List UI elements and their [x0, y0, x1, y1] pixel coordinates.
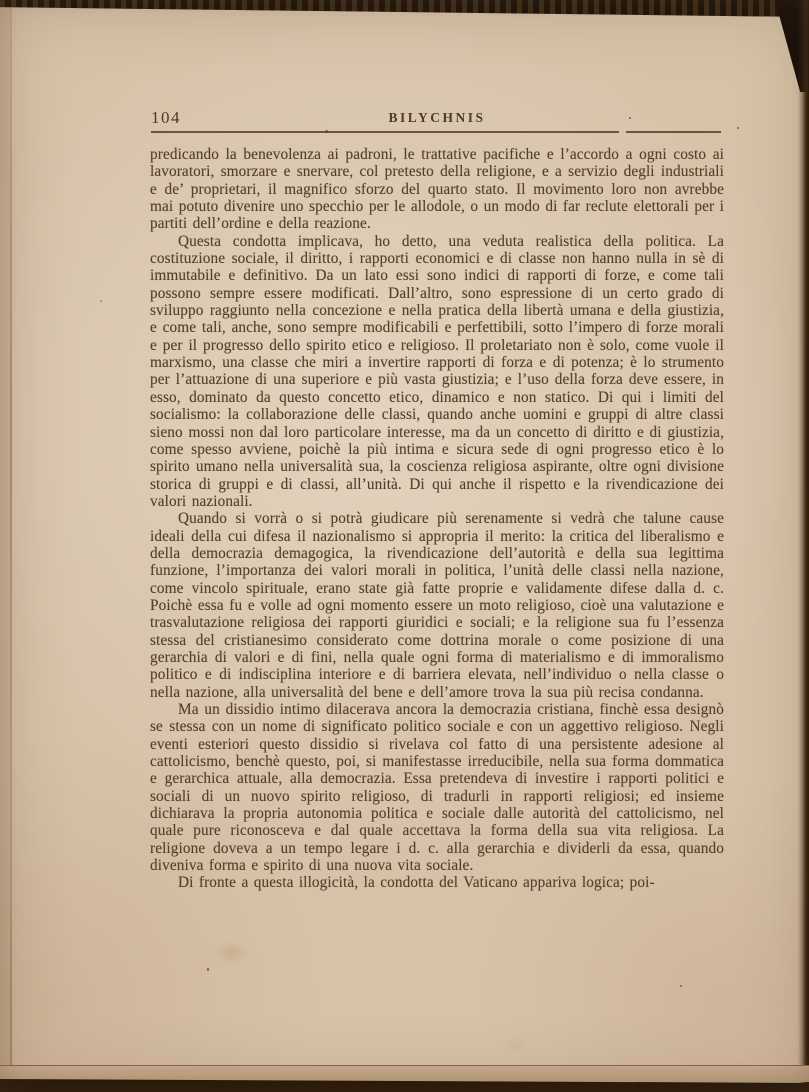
- paragraph: predicando la benevolenza ai padroni, le trattative pacifiche e l’accordo a ogni costo ai lavoratori, smorzare e snervare, col pretesto della religione, e a servizio degli industriali e de’ proprietari, il magnifico sforzo del quarto stato. Il movimento loro non avrebbe mai potuto divenire uno specchio per le allodole, o un modo di far reclute elettorali per i partiti dell’ordine e della reazione.: [150, 146, 724, 233]
- foxing-stain: [210, 938, 254, 968]
- paragraph: Di fronte a questa illogicità, la condotta del Vaticano appariva logica; poi-: [178, 874, 655, 892]
- paper-speck: [100, 300, 102, 302]
- page-body: [150, 146, 724, 892]
- paragraph: Quando si vorrà o si potrà giudicare più serenamente si vedrà che talune cause ideali della cui difesa il nazionalismo si appropria il merito: la critica del liberalismo e della democrazia demagogica, la rivendicazione dell’autorità e della sua legittima funzione, l’importanza dei valori morali in politica, l’unità delle classi nella nazione, come vincolo spirituale, erano state già fatte proprie e validamente difese dalla d. c. Poichè essa fu e volle ad ogni momento essere un moto religioso, cioè una valutazione e trasvalutazione religiosa dei rapporti giuridici e sociali; e la religione sua fu l’essenza stessa del cristianesimo considerato come dottrina morale o come posizione di una gerarchia di valori e di fini, nella quale ogni forma di materialismo e di immoralismo politico e di indisciplina interiore e di barriera elevata, nell’individuo o nella classe o nella nazione, alla universalità del bene e dell’amore trova la sua più recisa condanna.: [150, 510, 724, 701]
- header-rule-left: [151, 131, 619, 133]
- page-number: 104: [151, 108, 181, 127]
- paper-speck: [680, 985, 682, 987]
- paper-speck: [737, 127, 739, 129]
- paper-speck: [207, 968, 209, 971]
- underlying-page-edge-left: [0, 0, 10, 1092]
- foxing-stain: [500, 1035, 530, 1055]
- underlying-page-edge-bottom: [0, 1065, 809, 1082]
- page-header: [150, 103, 724, 131]
- paper-speck: [629, 117, 631, 119]
- paper-speck: [325, 130, 328, 133]
- paragraph: Ma un dissidio intimo dilacerava ancora la democrazia cristiana, finchè essa designò se stessa con un nome di significato politico sociale e con un aggettivo religioso. Negli eventi esteriori questo dissidio si rivelava col fatto di una persistente adesione al cattolicismo, benchè questo, poi, si manifestasse irreducibile, nella sua forma dommatica e gerarchica attuale, alla democrazia. Essa pretendeva di investire i rapporti politici e sociali di un nuovo spirito religioso, di tradurli in rapporti religiosi; ed insieme dichiarava la propria autonomia politica e sociale dalle autorità del cattolicismo, nel quale pure riconosceva e dal quale accettava la forma della sua vita religiosa. La religione doveva a un tempo legare i d. c. alla gerarchia e dividerli da essa, quando diveniva forma e spirito di una nuova vita sociale.: [150, 701, 724, 875]
- page-crease-left: [10, 0, 12, 1092]
- journal-title: BILYCHNIS: [388, 110, 486, 125]
- paragraph: Questa condotta implicava, ho detto, una veduta realistica della politica. La costituzione sociale, il diritto, i rapporti economici e di classe non hanno nulla in sè di immutabile e definitivo. Da un lato essi sono indici di rapporti di forze, e come tali possono sempre essere modificati. Dall’altro, sono espressione di un certo grado di sviluppo raggiunto nella concezione e nella pratica della libertà umana e della giustizia, e come tali, anche, sono sempre modificabili e perfettibili, sotto l’impero di forze morali e per il progresso dello spirito etico e religioso. Il proletariato non è solo, come vuole il marxismo, una classe che miri a invertire rapporti di forza e di potenza; è lo strumento per l’attuazione di una superiore e più vasta giustizia; e l’uso della forza deve essere, in esso, dominato da questo concetto etico, dinamico e non statico. Di qui i limiti del socialismo: la collaborazione delle classi, quando anche uomini e gruppi di altre classi sieno mossi non dal loro particolare interesse, ma da un concetto di diritto e di giustizia, come spesso avviene, poichè la più intima e sicura sede di ogni progresso etico è lo spirito umano nella universalità sua, la coscienza religiosa aspirante, oltre ogni divisione storica di gruppi e di classi, all’unità. Di qui anche il rispetto e la rivendicazione dei valori nazionali.: [150, 232, 724, 510]
- header-rule-right: [626, 131, 721, 133]
- page-stack-edge-top: [0, 0, 809, 17]
- book-spine-edge-right: [798, 0, 809, 1092]
